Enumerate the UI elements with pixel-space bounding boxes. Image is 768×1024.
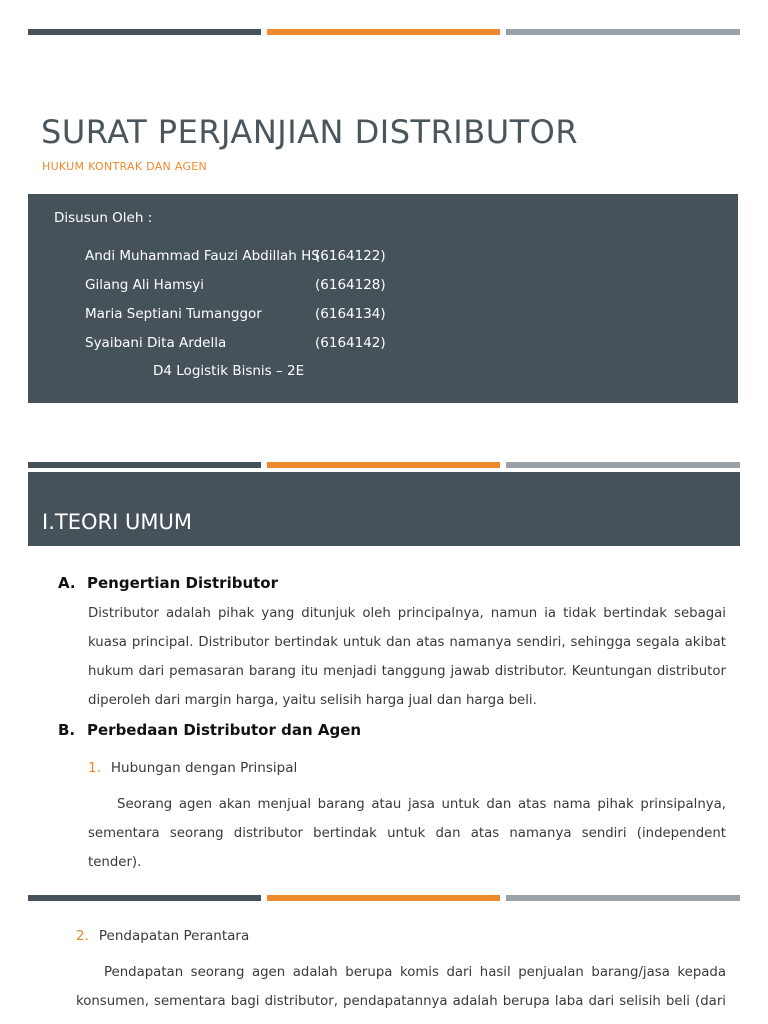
authors-label: Disusun Oleh : [54, 210, 153, 226]
section-title: I.TEORI UMUM [42, 510, 192, 534]
accent-bar-orange [267, 462, 500, 468]
accent-bar-orange [267, 29, 500, 35]
accent-bar-gray [506, 29, 740, 35]
author-id: (6164128) [315, 277, 386, 293]
author-id: (6164122) [315, 248, 386, 264]
top-accent-bars [28, 29, 740, 35]
section-header [28, 472, 740, 546]
heading-b [58, 721, 738, 741]
accent-bar-dark [28, 462, 261, 468]
document-title: SURAT PERJANJIAN DISTRIBUTOR [41, 113, 579, 151]
accent-bar-gray [506, 895, 740, 901]
heading-b-letter: B. [58, 721, 76, 739]
author-name: Gilang Ali Hamsyi [85, 277, 205, 293]
list-item-2-number: 2. [76, 928, 89, 944]
bottom-accent-bars [28, 895, 740, 901]
list-item-1-number: 1. [88, 760, 101, 776]
list-item-2-label: Pendapatan Perantara [98, 928, 250, 944]
accent-bar-gray [506, 462, 740, 468]
author-id: (6164142) [315, 335, 386, 351]
list-item-2 [76, 928, 249, 944]
author-name: Andi Muhammad Fauzi Abdillah HS [85, 248, 320, 264]
accent-bar-dark [28, 895, 261, 901]
authors-box [28, 194, 738, 403]
paragraph-a: Distributor adalah pihak yang ditunjuk oleh principalnya, namun ia tidak bertindak sebagai kuasa principal. Distributor bertindak untuk dan atas namanya sendiri, sehingga segala akibat hukum dari pemasaran barang itu menjadi tanggung jawab distributor. Keuntungan distributor diperoleh dari margin harga, yaitu selisih harga jual dan harga beli. [88, 606, 726, 708]
list-item-1 [88, 760, 297, 776]
heading-b-text: Perbedaan Distributor dan Agen [87, 721, 362, 739]
accent-bar-dark [28, 29, 261, 35]
heading-a-letter: A. [58, 574, 76, 592]
author-name: Maria Septiani Tumanggor [85, 306, 262, 322]
author-name: Syaibani Dita Ardella [85, 335, 227, 351]
list-item-1-label-text: Hubungan dengan Prinsipal [110, 760, 298, 776]
section-accent-bars [28, 462, 740, 468]
heading-a-text: Pengertian Distributor [87, 574, 279, 592]
heading-a [58, 574, 738, 594]
author-id: (6164134) [315, 306, 386, 322]
class-info: D4 Logistik Bisnis – 2E [153, 363, 305, 379]
paragraph-b2: Pendapatan seorang agen adalah berupa komis dari hasil penjualan barang/jasa kepada konsumen, sementara bagi distributor, pendapatannya adalah berupa laba dari selisih beli (dari [76, 965, 726, 1009]
document-subtitle: HUKUM KONTRAK DAN AGEN [42, 160, 208, 173]
accent-bar-orange [267, 895, 500, 901]
paragraph-b1: Seorang agen akan menjual barang atau jasa untuk dan atas nama pihak prinsipalnya, sementara seorang distributor bertindak untuk dan atas namanya sendiri (independent tender). [88, 797, 726, 870]
